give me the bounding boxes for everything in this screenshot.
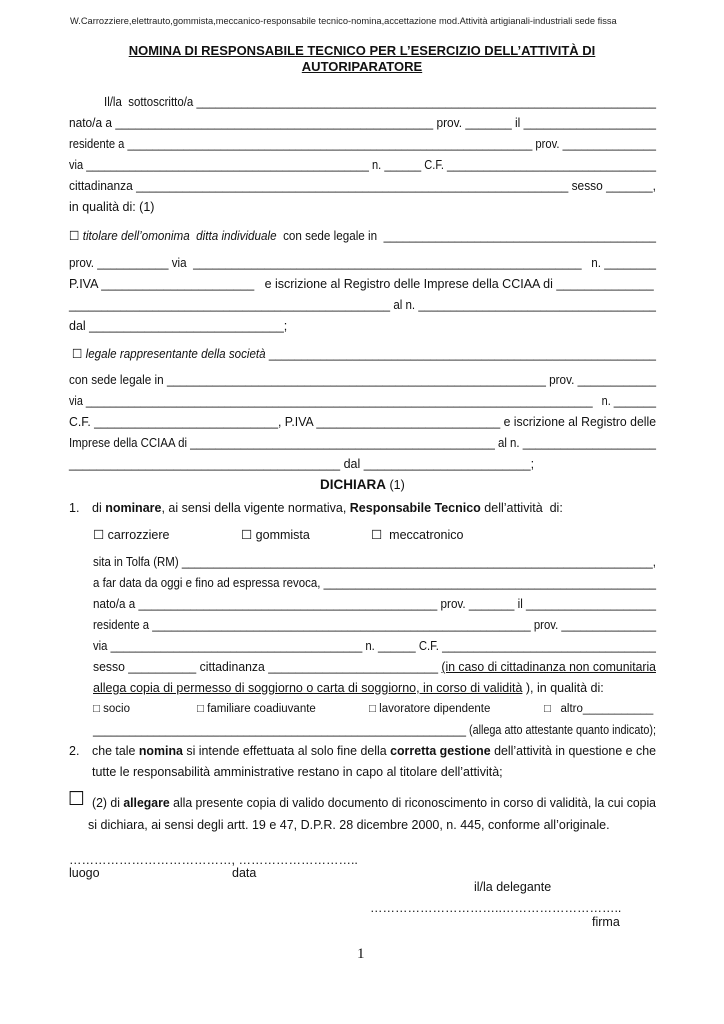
- item2-text-line2: tutte le responsabilità amministrative restano in capo al titolare dell’attività;: [92, 765, 503, 779]
- qualita-label: in qualità di: (1): [69, 200, 155, 214]
- luogo-data-dots[interactable]: …………………………………, ………………………..: [69, 853, 358, 867]
- legale-checkbox[interactable]: ☐: [72, 346, 83, 361]
- legale-sede-field[interactable]: con sede legale in __________________________________________________________ prov. ____________: [69, 373, 657, 387]
- document-title-line1: NOMINA DI RESPONSABILE TECNICO PER L’ESERCIZIO DELL’ATTIVITÀ DI: [128, 43, 596, 58]
- option-socio[interactable]: □ socio: [93, 703, 130, 715]
- attestante-field[interactable]: ______________________________________________________________ (allega atto attestante quanto indicato);: [93, 723, 656, 737]
- titolare-sede-field[interactable]: con sede legale in __________________________________________: [276, 229, 657, 243]
- legale-row: [72, 346, 656, 362]
- residente-field[interactable]: residente a _________________________________________________________________ prov. _______________: [69, 137, 657, 151]
- data-label: data: [232, 866, 257, 880]
- rt-nato-field[interactable]: nato/a a ______________________________________________ prov. _______ il ____________________: [93, 597, 656, 611]
- sita-field[interactable]: sita in Tolfa (RM) __________________________________________________________________________,: [93, 555, 656, 569]
- rt-sesso-row: [93, 660, 656, 675]
- legale-cf-field[interactable]: C.F. ___________________________, P.IVA ___________________________ e iscrizione al Registro delle: [69, 415, 657, 429]
- cittadinanza-field[interactable]: cittadinanza _________________________________________________________________ sesso _______,: [69, 179, 656, 193]
- option-meccatronico[interactable]: ☐ meccatronico: [371, 528, 464, 542]
- firma-dots[interactable]: …………………………..………………………..: [370, 901, 622, 915]
- document-header: W.Carrozziere,elettrauto,gommista,meccanico-responsabile tecnico-nomina,accettazione mod.Attività artigianali-industriali sede fissa: [70, 16, 617, 26]
- page-number: 1: [357, 946, 365, 962]
- luogo-label: luogo: [69, 866, 100, 880]
- rt-sesso-field[interactable]: sesso __________ cittadinanza _________________________: [93, 660, 439, 674]
- sottoscritto-field[interactable]: Il/la sottoscritto/a ________________________________________________________________________: [104, 95, 656, 109]
- legale-societa-field[interactable]: ____________________________________________________________: [265, 347, 657, 361]
- far-data-field[interactable]: a far data da oggi e fino ad espressa revoca, ____________________________________________________: [93, 576, 657, 590]
- qualita-di-label: ), in qualità di:: [522, 681, 604, 695]
- titolare-checkbox[interactable]: ☐: [69, 228, 80, 243]
- option-gommista[interactable]: ☐ gommista: [241, 528, 310, 542]
- rt-via-field[interactable]: via ________________________________________ n. ______ C.F. __________________________________: [93, 639, 656, 653]
- option-familiare[interactable]: □ familiare coadiuvante: [197, 703, 316, 715]
- legale-label: legale rappresentante della società: [85, 347, 266, 361]
- titolare-prov-field[interactable]: prov. ___________ via ____________________________________________________________ n. ________: [69, 256, 657, 270]
- titolare-aln-field[interactable]: __________________________________________________ al n. _____________________________________: [69, 298, 656, 312]
- legale-dal-field[interactable]: _______________________________________ dal ________________________;: [69, 457, 535, 471]
- titolare-dal-field[interactable]: dal ____________________________;: [69, 319, 288, 333]
- nato-field[interactable]: nato/a a ________________________________________________ prov. _______ il ____________________: [69, 116, 657, 130]
- allega-row: [93, 681, 604, 696]
- item2-text: che tale nomina si intende effettuata al solo fine della corretta gestione dell’attività in questione e che: [92, 744, 656, 758]
- delegante-label: il/la delegante: [474, 880, 552, 894]
- allega-note: allega copia di permesso di soggiorno o carta di soggiorno, in corso di validità: [93, 681, 523, 695]
- option-lavoratore[interactable]: □ lavoratore dipendente: [369, 703, 491, 715]
- legale-via-field[interactable]: via ____________________________________________________________________________________ n. _______: [69, 394, 656, 408]
- item1-text: di nominare, ai sensi della vigente normativa, Responsabile Tecnico dell’attività di:: [92, 501, 563, 515]
- caso-note: (in caso di cittadinanza non comunitaria: [441, 660, 656, 674]
- titolare-piva-field[interactable]: P.IVA ______________________ e iscrizione al Registro delle Imprese della CCIAA di ______________: [69, 277, 654, 291]
- rt-residente-field[interactable]: residente a ____________________________________________________________ prov. _______________: [93, 618, 657, 632]
- document-title-line2: AUTORIPARATORE: [301, 59, 423, 74]
- allegare-checkbox[interactable]: ☐: [68, 788, 86, 810]
- item1-number: 1.: [69, 501, 80, 515]
- allegare-text-line2: si dichiara, ai sensi degli artt. 19 e 47, D.P.R. 28 dicembre 2000, n. 445, conforme all’originale.: [88, 818, 610, 832]
- option-carrozziere[interactable]: ☐ carrozziere: [93, 528, 170, 542]
- titolare-row: [69, 228, 656, 244]
- legale-imprese-field[interactable]: Imprese della CCIAA di ________________________________________________ al n. _____________________: [69, 436, 657, 450]
- dichiara-heading: DICHIARA (1): [320, 477, 405, 492]
- option-altro[interactable]: □ altro___________: [544, 703, 654, 715]
- firma-label: firma: [592, 915, 620, 929]
- allegare-text: (2) di allegare alla presente copia di valido documento di riconoscimento in corso di validità, la cui copia: [92, 796, 656, 810]
- titolare-label: titolare dell’omonima ditta individuale: [82, 229, 277, 243]
- item2-number: 2.: [69, 744, 80, 758]
- via-field[interactable]: via ______________________________________________ n. ______ C.F. __________________________________: [69, 158, 656, 172]
